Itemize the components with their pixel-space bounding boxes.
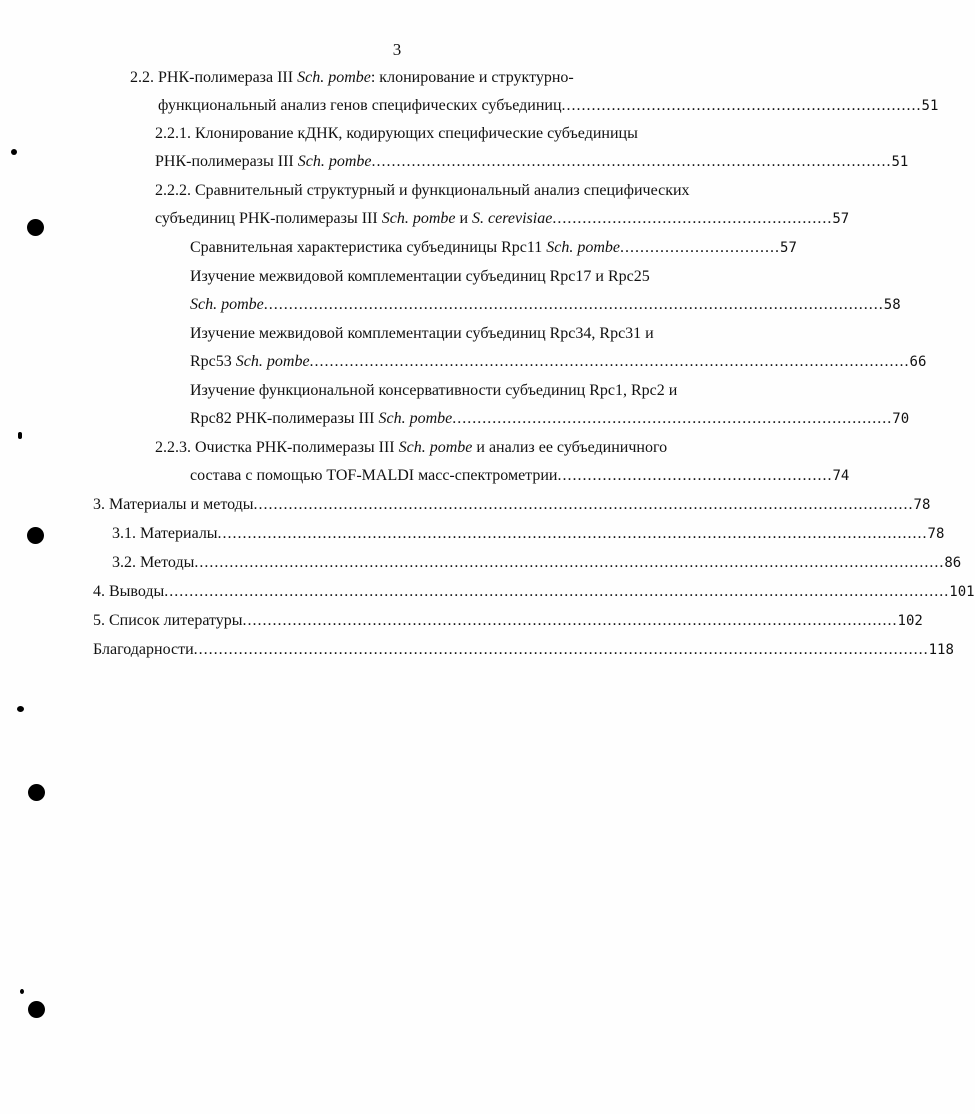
toc-3: 3. Материалы и методы .................................................................................................................................... 78 [93,496,931,513]
toc-5: 5. Список литературы ................................................................................................................................... 102 [93,612,923,629]
toc-rpc1-line1: Изучение функциональной консервативности субъединиц Rpc1, Rpc2 и [190,382,678,399]
toc-2-2-3-line2: состава с помощью TOF-MALDI масс-спектрометрии ....................................................... 74 [190,467,850,484]
page-ref: 101 [949,584,975,600]
toc-2-2-3-line1: 2.2.3. Очистка РНК-полимеразы III Sch. pombe и анализ ее субъединичного [155,439,668,456]
toc-4: 4. Выводы ............................................................................................................................................................. 101 [93,583,975,600]
binder-hole [28,784,45,801]
toc-acknowledgements: Благодарности ................................................................................................................................................... 118 [93,641,954,658]
toc-rpc17-line2: Sch. pombe ............................................................................................................................ 58 [190,296,901,313]
toc-3-1: 3.1. Материалы .............................................................................................................................................. 78 [112,525,945,542]
page-ref: 66 [909,354,927,370]
toc-2-2-line1: 2.2. РНК-полимераза III Sch. pombe: клонирование и структурно- [130,69,574,86]
scan-speck [11,149,17,155]
toc-2-2-2-line2: субъединиц РНК-полимеразы III Sch. pombe и S. cerevisiae ........................................................ 57 [155,210,850,227]
binder-hole [27,527,44,544]
page-ref: 51 [891,154,909,170]
toc-2-2-line2: функциональный анализ генов специфических субъединиц ........................................................................ 51 [158,97,939,114]
toc-rpc1-line2: Rpc82 РНК-полимеразы III Sch. pombe ........................................................................................ 70 [190,410,910,427]
binder-hole [27,219,44,236]
page-ref: 58 [883,297,901,313]
toc-2-2-1-line1: 2.2.1. Клонирование кДНК, кодирующих специфические субъединицы [155,125,638,142]
page-ref: 78 [913,497,931,513]
toc-rpc34-line1: Изучение межвидовой комплементации субъединиц Rpc34, Rpc31 и [190,325,654,342]
page-ref: 70 [892,411,910,427]
toc-rpc11: Сравнительная характеристика субъединицы Rpc11 Sch. pombe ................................ 57 [190,239,797,256]
toc-2-2-1-line2: РНК-полимеразы III Sch. pombe ........................................................................................................ 51 [155,153,909,170]
page-ref: 57 [780,240,797,256]
scan-speck [20,989,24,994]
page-number: 3 [392,40,402,59]
toc-2-2-2-line1: 2.2.2. Сравнительный структурный и функциональный анализ специфических [155,182,690,199]
page-ref: 51 [921,98,939,114]
page-ref: 86 [944,555,962,571]
page-ref: 74 [832,468,850,484]
page-ref: 118 [928,642,954,658]
toc-3-2: 3.2. Методы ...................................................................................................................................................... 86 [112,554,962,571]
scan-speck [17,706,24,712]
toc-rpc34-line2: Rpc53 Sch. pombe ........................................................................................................................ 66 [190,353,927,370]
scan-speck [18,432,22,439]
page-ref: 78 [927,526,945,542]
binder-hole [28,1001,45,1018]
page-ref: 102 [897,613,923,629]
toc-rpc17-line1: Изучение межвидовой комплементации субъединиц Rpc17 и Rpc25 [190,268,650,285]
page-ref: 57 [832,211,850,227]
